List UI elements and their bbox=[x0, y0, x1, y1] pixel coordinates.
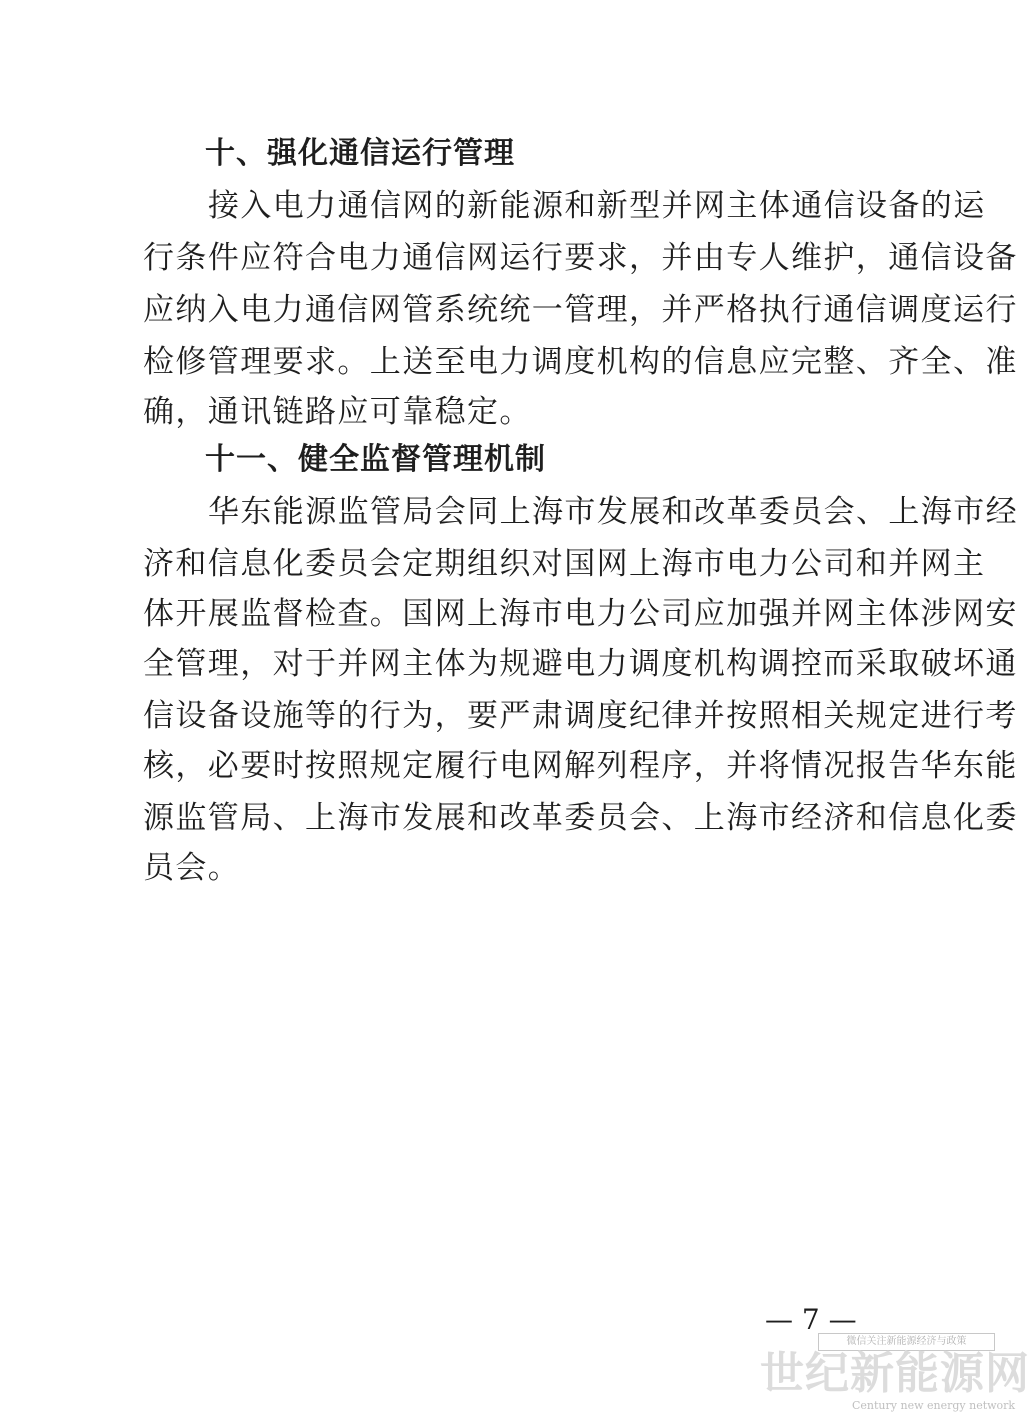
section-10-heading: 十、强化通信运行管理 bbox=[205, 136, 515, 171]
section-11-line-5: 信设备设施等的行为，要严肃调度纪律并按照相关规定进行考 bbox=[143, 698, 1018, 734]
section-11-line-3: 体开展监督检查。国网上海市电力公司应加强并网主体涉网安 bbox=[143, 596, 1018, 632]
section-10-line-5: 确，通讯链路应可靠稳定。 bbox=[143, 394, 532, 430]
section-11-line-8: 员会。 bbox=[143, 850, 241, 886]
watermark-banner: 微信关注新能源经济与政策 bbox=[818, 1333, 995, 1351]
watermark-logo bbox=[760, 1333, 1030, 1416]
section-11-line-6: 核，必要时按照规定履行电网解列程序，并将情况报告华东能 bbox=[143, 748, 1018, 784]
section-10-line-2: 行条件应符合电力通信网运行要求，并由专人维护，通信设备 bbox=[143, 240, 1018, 276]
section-11-line-7: 源监管局、上海市发展和改革委员会、上海市经济和信息化委 bbox=[143, 800, 1018, 836]
watermark-main-text: 世纪新能源网 bbox=[760, 1348, 1030, 1399]
section-11-line-1: 华东能源监管局会同上海市发展和改革委员会、上海市经 bbox=[208, 494, 1018, 530]
page-number: — 7 — bbox=[765, 1303, 857, 1336]
section-11-heading: 十一、健全监督管理机制 bbox=[205, 442, 546, 477]
section-10-line-4: 检修管理要求。上送至电力调度机构的信息应完整、齐全、准 bbox=[143, 344, 1018, 380]
section-10-line-3: 应纳入电力通信网管系统统一管理，并严格执行通信调度运行 bbox=[143, 292, 1018, 328]
section-10-line-1: 接入电力通信网的新能源和新型并网主体通信设备的运 bbox=[208, 188, 986, 224]
section-11-line-2: 济和信息化委员会定期组织对国网上海市电力公司和并网主 bbox=[143, 546, 986, 582]
watermark-sub-text: Century new energy network bbox=[852, 1399, 1016, 1412]
section-11-line-4: 全管理，对于并网主体为规避电力调度机构调控而采取破坏通 bbox=[143, 646, 1018, 682]
